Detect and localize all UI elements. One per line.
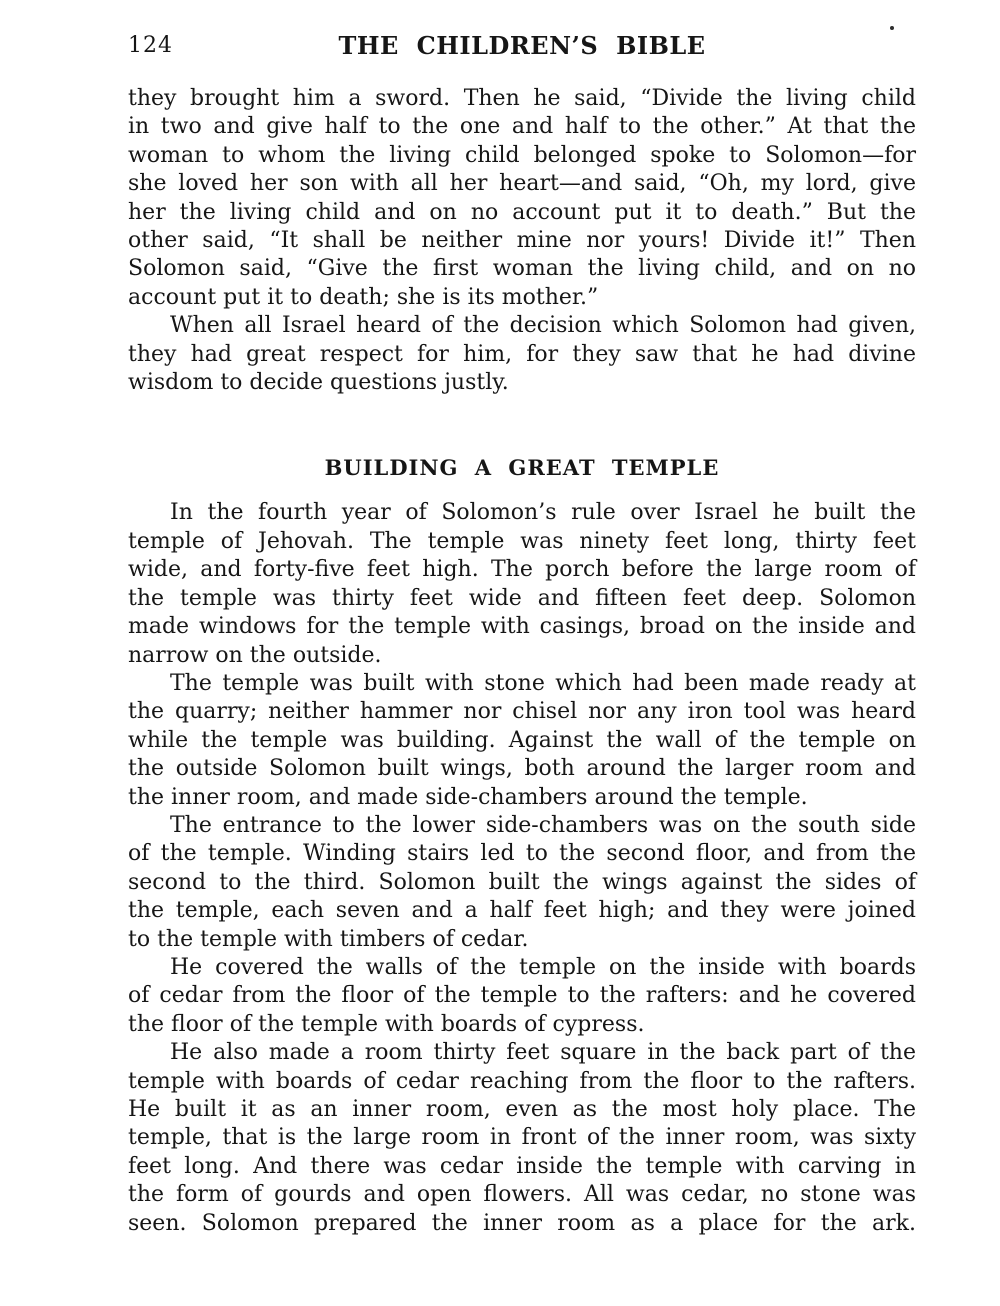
text-line: the temple was thirty feet wide and fifteen feet deep. Solomon (128, 585, 916, 611)
text-line: In the fourth year of Solomon’s rule over Israel he built the (170, 500, 916, 526)
text-line: woman to whom the living child belonged spoke to Solomon—for (128, 142, 916, 168)
text-line: the floor of the temple with boards of cypress. (128, 1011, 645, 1037)
text-line: to the temple with timbers of cedar. (128, 926, 529, 952)
text-line: the quarry; neither hammer nor chisel nor any iron tool was heard (128, 699, 916, 725)
text-line: in two and give half to the one and half to the other.” At that the (128, 114, 916, 140)
running-header-title: THE CHILDREN’S BIBLE (338, 31, 706, 60)
scan-speck (890, 26, 894, 30)
text-line: other said, “It shall be neither mine nor yours! Divide it!” Then (128, 228, 916, 254)
text-line: He also made a room thirty feet square in the back part of the (170, 1040, 916, 1066)
paragraph-side-chambers (128, 812, 916, 954)
text-line: the outside Solomon built wings, both around the larger room and (128, 756, 916, 782)
paragraph-judgment (128, 85, 916, 312)
paragraph-temple-dimensions (128, 499, 916, 669)
text-line: temple of Jehovah. The temple was ninety feet long, thirty feet (128, 528, 916, 554)
text-line: the inner room, and made side-chambers around the temple. (128, 784, 808, 810)
text-line: Solomon said, “Give the first woman the living child, and on no (128, 256, 916, 282)
text-line: wisdom to decide questions justly. (128, 370, 509, 396)
text-line: He built it as an inner room, even as the most holy place. The (128, 1097, 916, 1122)
page-number: 124 (128, 33, 173, 58)
text-line: they had great respect for him, for they saw that he had divine (128, 341, 916, 367)
text-line: while the temple was building. Against the wall of the temple on (128, 727, 916, 753)
text-line: When all Israel heard of the decision which Solomon had given, (170, 313, 916, 339)
paragraph-cedar-walls (128, 954, 916, 1039)
text-line: made windows for the temple with casings, broad on the inside and (128, 614, 916, 640)
text-line: feet long. And there was cedar inside the temple with carving in (128, 1153, 916, 1179)
section-heading: BUILDING A GREAT TEMPLE (324, 455, 720, 481)
text-line: of the temple. Winding stairs led to the second floor, and from the (128, 841, 916, 867)
text-line: seen. Solomon prepared the inner room as a place for the ark. (128, 1210, 916, 1236)
paragraph-israel-respect (128, 312, 916, 397)
text-line: of cedar from the floor of the temple to the rafters: and he covered (128, 983, 916, 1009)
text-line: her the living child and on no account put it to death.” But the (128, 199, 916, 225)
text-line: The temple was built with stone which had been made ready at (170, 670, 916, 696)
text-line: narrow on the outside. (128, 642, 382, 668)
text-line: account put it to death; she is its mother.” (128, 284, 599, 310)
paragraph-temple-stone (128, 670, 916, 812)
text-line: second to the third. Solomon built the wings against the sides of (128, 869, 916, 895)
text-line: the form of gourds and open flowers. All was cedar, no stone was (128, 1182, 916, 1208)
text-line: they brought him a sword. Then he said, “Divide the living child (128, 86, 916, 111)
text-line: wide, and forty-five feet high. The porch before the large room of (128, 557, 916, 583)
text-line: she loved her son with all her heart—and said, “Oh, my lord, give (128, 171, 916, 197)
text-line: temple, that is the large room in front of the inner room, was sixty (128, 1125, 916, 1151)
text-line: The entrance to the lower side-chambers was on the south side (170, 812, 916, 838)
text-line: He covered the walls of the temple on the inside with boards (170, 954, 916, 980)
text-line: temple with boards of cedar reaching from the floor to the rafters. (128, 1068, 916, 1094)
text-line: the temple, each seven and a half feet high; and they were joined (128, 898, 916, 924)
page-content (128, 85, 916, 1238)
paragraph-inner-room (128, 1039, 916, 1238)
